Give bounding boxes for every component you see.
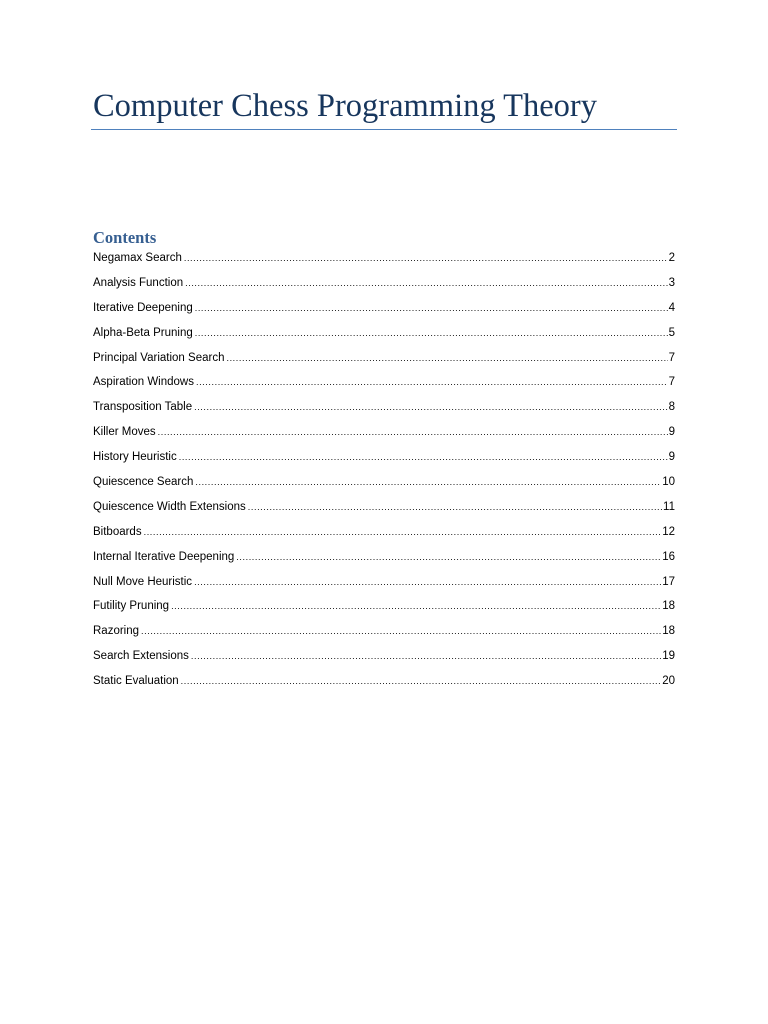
toc-entry-quiescence-width-extensions[interactable]: [93, 498, 675, 523]
toc-entry-label: Futility Pruning: [93, 600, 170, 613]
toc-entry-page-number: 8: [668, 401, 675, 414]
toc-dot-leader: [185, 274, 667, 292]
toc-entry-negamax-search[interactable]: [93, 249, 675, 274]
toc-entry-label: Principal Variation Search: [93, 351, 225, 364]
toc-entry-label: Negamax Search: [93, 252, 182, 264]
toc-entry-label: Killer Moves: [93, 426, 156, 439]
toc-entry-label: Aspiration Windows: [93, 376, 194, 389]
toc-entry-killer-moves[interactable]: [93, 423, 675, 448]
toc-entry-label: Alpha-Beta Pruning: [93, 326, 193, 339]
toc-dot-leader: [248, 498, 662, 516]
toc-entry-page-number: 4: [668, 301, 675, 314]
toc-entry-futility-pruning[interactable]: [93, 597, 675, 622]
toc-entry-quiescence-search[interactable]: [93, 473, 675, 498]
toc-heading: Contents: [93, 228, 157, 247]
toc-dot-leader: [195, 324, 668, 342]
toc-entry-page-number: 19: [662, 650, 675, 663]
toc-entry-page-number: 16: [662, 550, 675, 563]
toc-entry-label: Razoring: [93, 625, 140, 638]
toc-entry-analysis-function[interactable]: [93, 274, 675, 299]
toc-entry-label: Transposition Table: [93, 401, 193, 414]
toc-entry-principal-variation-search[interactable]: [93, 349, 675, 374]
toc-entry-page-number: 2: [668, 252, 675, 264]
toc-dot-leader: [194, 398, 668, 416]
toc-entry-bitboards[interactable]: [93, 523, 675, 548]
toc-entry-label: Analysis Function: [93, 276, 184, 289]
document-title: Computer Chess Programming Theory: [93, 88, 598, 124]
toc-dot-leader: [181, 672, 662, 690]
toc-entry-history-heuristic[interactable]: [93, 448, 675, 473]
toc-dot-leader: [196, 373, 668, 391]
toc-entry-page-number: 3: [668, 276, 675, 289]
toc-entry-page-number: 7: [668, 351, 675, 364]
toc-entry-page-number: 12: [662, 525, 675, 538]
toc-entry-page-number: 10: [662, 476, 675, 489]
toc-entry-razoring[interactable]: [93, 622, 675, 647]
toc-entry-label: Static Evaluation: [93, 675, 179, 688]
toc-entry-page-number: 9: [668, 426, 675, 439]
toc-entry-alpha-beta-pruning[interactable]: [93, 324, 675, 349]
toc-dot-leader: [194, 573, 661, 591]
toc-entry-label: Iterative Deepening: [93, 301, 193, 314]
toc-dot-leader: [195, 299, 668, 317]
toc-entry-label: History Heuristic: [93, 451, 177, 464]
toc-dot-leader: [226, 349, 667, 367]
toc-dot-leader: [171, 597, 661, 615]
toc-dot-leader: [195, 473, 661, 491]
toc-entry-internal-iterative-deepening[interactable]: [93, 548, 675, 573]
toc-entry-iterative-deepening[interactable]: [93, 299, 675, 324]
toc-entry-page-number: 20: [662, 675, 675, 688]
toc-entry-transposition-table[interactable]: [93, 398, 675, 423]
toc-entry-label: Bitboards: [93, 525, 142, 538]
toc-entry-page-number: 7: [668, 376, 675, 389]
toc-dot-leader: [158, 423, 668, 441]
toc-entry-label: Quiescence Search: [93, 476, 194, 489]
toc-entry-aspiration-windows[interactable]: [93, 373, 675, 398]
toc-entry-page-number: 18: [662, 600, 675, 613]
toc-entry-label: Quiescence Width Extensions: [93, 500, 246, 513]
toc-entry-page-number: 11: [663, 500, 675, 513]
toc-dot-leader: [179, 448, 668, 466]
toc-entry-label: Null Move Heuristic: [93, 575, 193, 588]
toc-entry-label: Internal Iterative Deepening: [93, 550, 235, 563]
toc-entry-static-evaluation[interactable]: [93, 672, 675, 697]
toc-entry-page-number: 5: [668, 326, 675, 339]
toc-entry-search-extensions[interactable]: [93, 647, 675, 672]
table-of-contents: [93, 249, 675, 697]
toc-entry-page-number: 9: [668, 451, 675, 464]
toc-entry-page-number: 18: [662, 625, 675, 638]
toc-entry-label: Search Extensions: [93, 650, 189, 663]
toc-dot-leader: [236, 548, 661, 566]
toc-dot-leader: [184, 249, 668, 267]
toc-entry-null-move-heuristic[interactable]: [93, 573, 675, 598]
toc-dot-leader: [144, 523, 662, 541]
toc-dot-leader: [141, 622, 661, 640]
toc-entry-page-number: 17: [662, 575, 675, 588]
title-underline-rule: [91, 129, 677, 130]
toc-dot-leader: [191, 647, 661, 665]
